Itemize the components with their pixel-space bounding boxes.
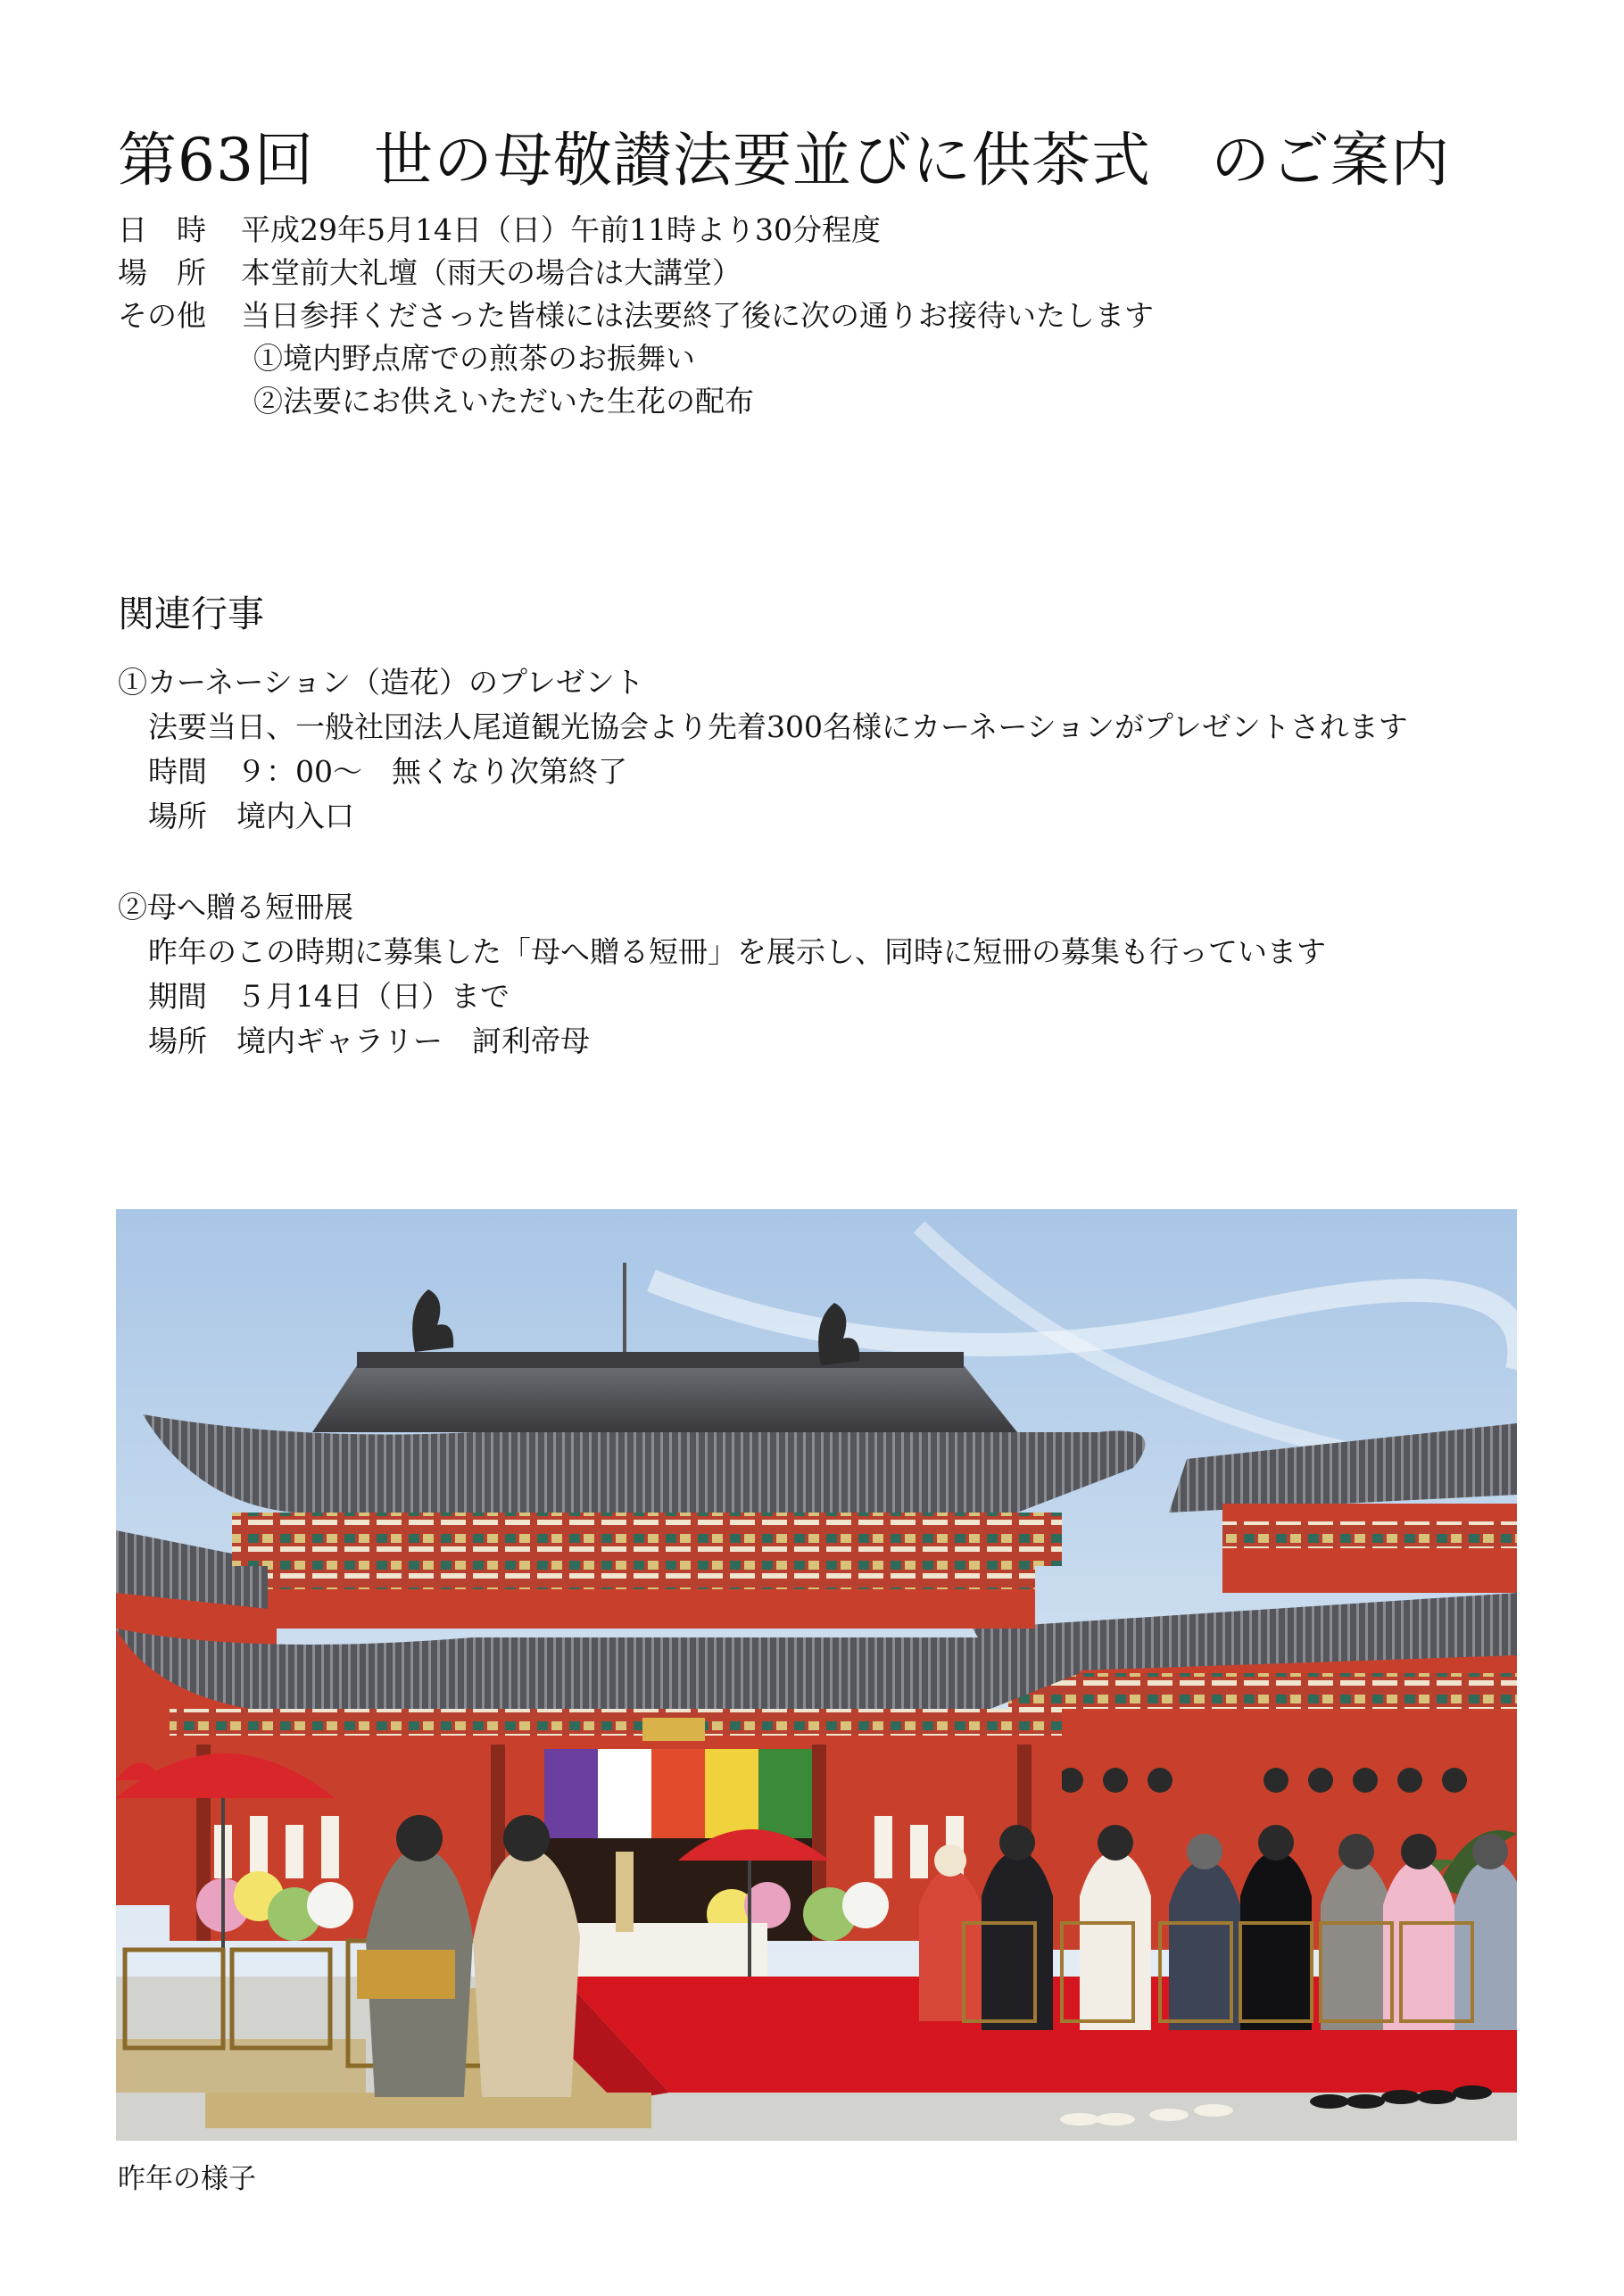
event-line: 昨年のこの時期に募集した「母へ贈る短冊」を展示し、同時に短冊の募集も行っています (148, 934, 1326, 969)
info-label: 場 所 (118, 255, 206, 290)
info-value: 平成29年5月14日（日）午前11時より30分程度 (241, 212, 881, 247)
event-heading: ①カーネーション（造花）のプレゼント (118, 665, 644, 700)
other-item: ①境内野点席での煎茶のお振舞い (253, 341, 695, 376)
spacer (118, 839, 1408, 885)
event-line: 期間 ５月14日（日）まで (148, 979, 510, 1014)
event-heading: ②母へ贈る短冊展 (118, 890, 353, 924)
temple-ceremony-photo (116, 1209, 1517, 2141)
info-row-other (118, 294, 1154, 337)
info-value: 本堂前大礼壇（雨天の場合は大講堂） (241, 255, 742, 290)
info-label: 日 時 (118, 212, 206, 247)
info-row-datetime (118, 209, 1154, 252)
other-item: ②法要にお供えいただいた生花の配布 (253, 384, 754, 419)
photo-caption: 昨年の様子 (118, 2163, 256, 2195)
info-value: 当日参拝くださった皆様には法要終了後に次の通りお接待いたします (241, 298, 1154, 333)
event-info (118, 209, 1154, 423)
info-row-place (118, 252, 1154, 294)
related-events-list (118, 660, 1408, 1064)
page-title: 第63回 世の母敬讃法要並びに供茶式 のご案内 (118, 126, 1450, 195)
event-line: 場所 境内ギャラリー 訶利帝母 (148, 1024, 590, 1058)
event-line: 場所 境内入口 (148, 799, 354, 833)
info-label: その他 (118, 298, 206, 333)
event-line: 法要当日、一般社団法人尾道観光協会より先着300名様にカーネーションがプレゼントされます (148, 709, 1408, 744)
event-line: 時間 ９：00～ 無くなり次第終了 (148, 754, 627, 789)
related-events-heading: 関連行事 (118, 593, 264, 635)
